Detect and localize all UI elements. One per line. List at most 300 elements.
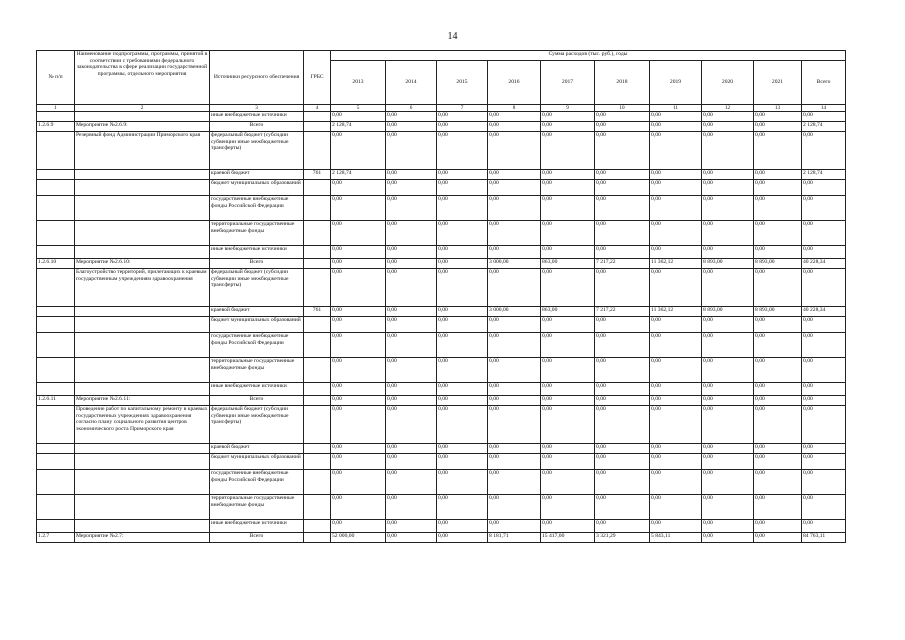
row-value: 0,00 — [702, 112, 754, 122]
row-value: 0,00 — [331, 396, 386, 406]
row-number — [37, 358, 75, 383]
header-year: 2017 — [541, 61, 595, 105]
row-value: 0,00 — [650, 396, 702, 406]
row-source: иные внебюджетные источники — [210, 520, 304, 533]
row-number — [37, 317, 75, 333]
page-number: 14 — [447, 31, 458, 42]
row-value: 0,00 — [754, 221, 802, 246]
row-value: 0,00 — [488, 180, 541, 196]
row-value: 0,00 — [541, 383, 595, 396]
row-value: 0,00 — [437, 444, 488, 454]
row-value: 0,00 — [386, 444, 437, 454]
table-row — [37, 317, 846, 333]
header-col-name: Наименование подпрограммы, программы, принятой в соответствии с требованиями федерального законодательства в сфере реализации государственной программы, отдельного мероприятия — [75, 51, 210, 105]
row-value: 0,00 — [541, 180, 595, 196]
row-value: 0,00 — [541, 221, 595, 246]
expense-table — [36, 50, 846, 543]
row-value: 0,00 — [802, 495, 846, 520]
row-value: 0,00 — [595, 470, 650, 495]
row-value: 8 893,00 — [754, 307, 802, 317]
row-name — [75, 454, 210, 470]
row-value: 0,00 — [802, 333, 846, 358]
row-value: 0,00 — [702, 246, 754, 259]
row-value: 0,00 — [802, 269, 846, 307]
row-value: 0,00 — [650, 132, 702, 170]
row-value: 0,00 — [386, 406, 437, 444]
row-value: 0,00 — [541, 196, 595, 221]
row-value: 0,00 — [541, 170, 595, 180]
row-value: 0,00 — [702, 132, 754, 170]
row-value: 0,00 — [331, 444, 386, 454]
row-value: 0,00 — [488, 196, 541, 221]
row-value: 0,00 — [650, 112, 702, 122]
row-value: 0,00 — [437, 269, 488, 307]
row-value: 863,00 — [541, 307, 595, 317]
row-number — [37, 470, 75, 495]
row-value: 0,00 — [702, 196, 754, 221]
row-name — [75, 358, 210, 383]
row-value: 52 000,00 — [331, 533, 386, 543]
row-value: 0,00 — [754, 406, 802, 444]
row-name: Мероприятие №2.6.10: — [75, 259, 210, 269]
row-value: 0,00 — [488, 520, 541, 533]
row-value: 0,00 — [595, 454, 650, 470]
column-number: 6 — [386, 105, 437, 112]
row-source: Всего — [210, 122, 304, 132]
row-value: 7 217,22 — [595, 259, 650, 269]
row-number — [37, 454, 75, 470]
row-number: 1.2.6.11 — [37, 396, 75, 406]
row-value: 0,00 — [437, 520, 488, 533]
row-source: государственные внебюджетные фонды Российской Федерации — [210, 470, 304, 495]
row-name — [75, 221, 210, 246]
row-name — [75, 246, 210, 259]
row-value: 0,00 — [802, 180, 846, 196]
row-value: 0,00 — [331, 259, 386, 269]
row-value: 0,00 — [488, 170, 541, 180]
row-value: 0,00 — [437, 170, 488, 180]
row-grbs — [304, 406, 331, 444]
row-source: Всего — [210, 396, 304, 406]
row-number — [37, 383, 75, 396]
row-grbs — [304, 132, 331, 170]
row-value: 2 128,74 — [331, 170, 386, 180]
row-value: 8 181,71 — [488, 533, 541, 543]
row-number: 1.2.6.10 — [37, 259, 75, 269]
row-value: 0,00 — [386, 383, 437, 396]
row-number — [37, 180, 75, 196]
row-value: 0,00 — [488, 132, 541, 170]
column-number: 11 — [650, 105, 702, 112]
row-value: 0,00 — [802, 470, 846, 495]
row-name — [75, 170, 210, 180]
table-row — [37, 307, 846, 317]
row-value: 0,00 — [802, 383, 846, 396]
table-row — [37, 444, 846, 454]
row-value: 0,00 — [754, 333, 802, 358]
row-value: 0,00 — [802, 396, 846, 406]
row-source: иные внебюджетные источники — [210, 383, 304, 396]
row-grbs — [304, 317, 331, 333]
row-value: 0,00 — [488, 396, 541, 406]
row-source: территориальные государственные внебюджетные фонды — [210, 358, 304, 383]
row-value: 0,00 — [386, 396, 437, 406]
row-value: 0,00 — [702, 170, 754, 180]
row-value: 0,00 — [754, 122, 802, 132]
table-row — [37, 132, 846, 170]
table-row — [37, 180, 846, 196]
row-value: 84 763,11 — [802, 533, 846, 543]
row-grbs — [304, 221, 331, 246]
row-value: 0,00 — [541, 246, 595, 259]
row-value: 0,00 — [595, 180, 650, 196]
row-value: 0,00 — [488, 383, 541, 396]
row-value: 0,00 — [754, 246, 802, 259]
table-row — [37, 396, 846, 406]
row-value: 0,00 — [754, 112, 802, 122]
row-value: 0,00 — [386, 259, 437, 269]
row-value: 0,00 — [437, 396, 488, 406]
row-grbs — [304, 454, 331, 470]
row-number — [37, 495, 75, 520]
row-value: 0,00 — [386, 269, 437, 307]
row-value: 0,00 — [754, 170, 802, 180]
row-grbs: 761 — [304, 170, 331, 180]
row-value: 2 128,74 — [331, 122, 386, 132]
row-value: 0,00 — [754, 495, 802, 520]
row-value: 0,00 — [702, 495, 754, 520]
row-grbs — [304, 396, 331, 406]
row-value: 0,00 — [802, 196, 846, 221]
row-value: 0,00 — [802, 454, 846, 470]
row-value: 0,00 — [754, 533, 802, 543]
table-row — [37, 470, 846, 495]
row-value: 0,00 — [595, 383, 650, 396]
row-value: 0,00 — [488, 470, 541, 495]
row-value: 0,00 — [386, 170, 437, 180]
row-value: 0,00 — [754, 196, 802, 221]
row-grbs — [304, 196, 331, 221]
row-value: 0,00 — [331, 333, 386, 358]
row-name — [75, 495, 210, 520]
row-name — [75, 444, 210, 454]
row-value: 0,00 — [541, 333, 595, 358]
row-value: 0,00 — [386, 307, 437, 317]
row-value: 0,00 — [754, 470, 802, 495]
row-source: краевой бюджет — [210, 307, 304, 317]
row-value: 0,00 — [331, 246, 386, 259]
row-value: 0,00 — [541, 495, 595, 520]
row-value: 0,00 — [541, 317, 595, 333]
row-number — [37, 406, 75, 444]
row-value: 8 893,00 — [754, 259, 802, 269]
row-value: 0,00 — [437, 454, 488, 470]
row-value: 0,00 — [437, 221, 488, 246]
row-value: 0,00 — [650, 221, 702, 246]
row-source: иные внебюджетные источники — [210, 112, 304, 122]
column-number: 4 — [304, 105, 331, 112]
row-number — [37, 246, 75, 259]
row-number: 1.2.6.9 — [37, 122, 75, 132]
row-number — [37, 444, 75, 454]
row-value: 0,00 — [541, 396, 595, 406]
header-year: 2019 — [650, 61, 702, 105]
row-value: 0,00 — [437, 132, 488, 170]
row-value: 0,00 — [331, 180, 386, 196]
row-value: 8 893,00 — [702, 307, 754, 317]
row-value: 0,00 — [595, 221, 650, 246]
row-value: 0,00 — [386, 520, 437, 533]
column-number: 1 — [37, 105, 75, 112]
row-value: 0,00 — [802, 132, 846, 170]
header-year: 2014 — [386, 61, 437, 105]
row-value: 0,00 — [386, 333, 437, 358]
row-grbs — [304, 333, 331, 358]
row-value: 0,00 — [386, 470, 437, 495]
header-year: 2016 — [488, 61, 541, 105]
row-value: 0,00 — [650, 180, 702, 196]
header-year: 2015 — [437, 61, 488, 105]
row-name — [75, 112, 210, 122]
row-value: 0,00 — [437, 495, 488, 520]
row-value: 0,00 — [650, 495, 702, 520]
row-source: территориальные государственные внебюджетные фонды — [210, 221, 304, 246]
row-value: 0,00 — [541, 520, 595, 533]
row-source: федеральный бюджет (субсидии субвенции иные межбюджетные трансферты) — [210, 132, 304, 170]
row-value: 0,00 — [541, 454, 595, 470]
row-value: 0,00 — [331, 132, 386, 170]
row-grbs — [304, 444, 331, 454]
row-source: бюджет муниципальных образований — [210, 454, 304, 470]
row-value: 0,00 — [595, 444, 650, 454]
column-number: 9 — [541, 105, 595, 112]
row-value: 0,00 — [437, 112, 488, 122]
row-number — [37, 221, 75, 246]
row-value: 0,00 — [650, 196, 702, 221]
row-value: 0,00 — [437, 246, 488, 259]
row-value: 0,00 — [595, 122, 650, 132]
row-value: 0,00 — [754, 520, 802, 533]
table-row — [37, 269, 846, 307]
row-name — [75, 180, 210, 196]
row-name — [75, 333, 210, 358]
row-value: 0,00 — [437, 196, 488, 221]
row-grbs — [304, 520, 331, 533]
row-value: 0,00 — [386, 358, 437, 383]
row-source: бюджет муниципальных образований — [210, 317, 304, 333]
row-value: 0,00 — [702, 533, 754, 543]
table-row — [37, 259, 846, 269]
row-value: 0,00 — [488, 269, 541, 307]
row-value: 0,00 — [802, 112, 846, 122]
row-grbs — [304, 495, 331, 520]
row-value: 0,00 — [437, 406, 488, 444]
row-value: 0,00 — [331, 112, 386, 122]
row-value: 0,00 — [488, 246, 541, 259]
row-grbs — [304, 112, 331, 122]
row-value: 0,00 — [754, 444, 802, 454]
table-row — [37, 196, 846, 221]
row-value: 0,00 — [702, 444, 754, 454]
row-value: 0,00 — [488, 454, 541, 470]
row-value: 0,00 — [488, 317, 541, 333]
row-value: 0,00 — [331, 495, 386, 520]
row-source: территориальные государственные внебюджетные фонды — [210, 495, 304, 520]
row-value: 11 362,12 — [650, 307, 702, 317]
column-number: 5 — [331, 105, 386, 112]
row-value: 0,00 — [650, 383, 702, 396]
row-value: 0,00 — [595, 112, 650, 122]
row-value: 0,00 — [437, 317, 488, 333]
row-value: 0,00 — [702, 180, 754, 196]
row-source: государственные внебюджетные фонды Российской Федерации — [210, 333, 304, 358]
row-value: 3 000,00 — [488, 259, 541, 269]
row-value: 0,00 — [595, 520, 650, 533]
row-value: 863,00 — [541, 259, 595, 269]
row-value: 0,00 — [437, 470, 488, 495]
row-value: 7 217,22 — [595, 307, 650, 317]
column-number: 3 — [210, 105, 304, 112]
row-value: 0,00 — [488, 495, 541, 520]
row-grbs: 761 — [304, 307, 331, 317]
row-value: 0,00 — [650, 269, 702, 307]
row-value: 2 128,74 — [802, 170, 846, 180]
row-value: 0,00 — [488, 221, 541, 246]
row-value: 0,00 — [386, 196, 437, 221]
row-value: 40 228,34 — [802, 307, 846, 317]
row-value: 0,00 — [650, 470, 702, 495]
row-name: Мероприятие №2.6.9: — [75, 122, 210, 132]
row-value: 0,00 — [595, 317, 650, 333]
row-value: 0,00 — [386, 246, 437, 259]
row-value: 0,00 — [386, 317, 437, 333]
row-value: 0,00 — [437, 358, 488, 383]
row-value: 0,00 — [541, 358, 595, 383]
column-number: 12 — [702, 105, 754, 112]
table-row — [37, 495, 846, 520]
table-row — [37, 454, 846, 470]
row-source: краевой бюджет — [210, 170, 304, 180]
row-source: государственные внебюджетные фонды Российской Федерации — [210, 196, 304, 221]
column-number: 13 — [754, 105, 802, 112]
table-row — [37, 358, 846, 383]
row-source: федеральный бюджет (субсидии субвенции иные межбюджетные трансферты) — [210, 406, 304, 444]
table-row — [37, 520, 846, 533]
row-value: 0,00 — [650, 454, 702, 470]
row-value: 0,00 — [702, 358, 754, 383]
row-value: 0,00 — [437, 333, 488, 358]
row-number — [37, 112, 75, 122]
row-name — [75, 317, 210, 333]
row-value: 0,00 — [386, 132, 437, 170]
row-number — [37, 132, 75, 170]
table-row — [37, 122, 846, 132]
row-value: 0,00 — [541, 444, 595, 454]
header-col-source: Источники ресурсного обеспечения — [210, 51, 304, 105]
header-year: 2018 — [595, 61, 650, 105]
row-value: 0,00 — [702, 333, 754, 358]
row-value: 0,00 — [595, 333, 650, 358]
table-body — [37, 112, 846, 543]
row-value: 0,00 — [702, 221, 754, 246]
row-value: 0,00 — [802, 444, 846, 454]
row-number: 1.2.7 — [37, 533, 75, 543]
row-number — [37, 307, 75, 317]
row-value: 0,00 — [331, 269, 386, 307]
row-value: 11 362,12 — [650, 259, 702, 269]
row-value: 0,00 — [488, 333, 541, 358]
row-value: 0,00 — [595, 406, 650, 444]
row-value: 0,00 — [437, 122, 488, 132]
row-value: 0,00 — [702, 122, 754, 132]
row-name: Благоустройство территорий, прилегающих к краевым государственным учреждениям здравоохранения — [75, 269, 210, 307]
row-value: 0,00 — [488, 406, 541, 444]
row-value: 0,00 — [754, 454, 802, 470]
row-value: 0,00 — [802, 221, 846, 246]
row-value: 0,00 — [386, 221, 437, 246]
header-year: 2020 — [702, 61, 754, 105]
table-row — [37, 246, 846, 259]
row-value: 0,00 — [702, 520, 754, 533]
row-value: 0,00 — [595, 170, 650, 180]
row-grbs — [304, 122, 331, 132]
row-grbs — [304, 383, 331, 396]
table-row — [37, 533, 846, 543]
column-number: 14 — [802, 105, 846, 112]
row-name: Мероприятие №2.7: — [75, 533, 210, 543]
row-value: 0,00 — [541, 406, 595, 444]
row-value: 0,00 — [331, 406, 386, 444]
row-value: 0,00 — [650, 246, 702, 259]
row-grbs — [304, 180, 331, 196]
header-year: Всего — [802, 61, 846, 105]
row-grbs — [304, 246, 331, 259]
row-value: 0,00 — [488, 122, 541, 132]
row-value: 0,00 — [541, 112, 595, 122]
row-value: 0,00 — [331, 307, 386, 317]
row-value: 0,00 — [595, 495, 650, 520]
row-name — [75, 520, 210, 533]
row-name: Мероприятие №2.6.11: — [75, 396, 210, 406]
row-value: 3 000,00 — [488, 307, 541, 317]
row-value: 0,00 — [541, 132, 595, 170]
header-col-num: № п/п — [37, 51, 75, 105]
row-value: 0,00 — [595, 396, 650, 406]
row-value: 0,00 — [331, 470, 386, 495]
row-grbs — [304, 470, 331, 495]
row-value: 0,00 — [595, 358, 650, 383]
table-row — [37, 112, 846, 122]
header-year: 2021 — [754, 61, 802, 105]
row-name — [75, 196, 210, 221]
column-number: 7 — [437, 105, 488, 112]
row-value: 0,00 — [437, 533, 488, 543]
row-source: федеральный бюджет (субсидии субвенции иные межбюджетные трансферты) — [210, 269, 304, 307]
row-value: 0,00 — [650, 333, 702, 358]
row-value: 3 321,29 — [595, 533, 650, 543]
row-source: бюджет муниципальных образований — [210, 180, 304, 196]
row-value: 0,00 — [386, 495, 437, 520]
row-value: 0,00 — [331, 454, 386, 470]
row-value: 0,00 — [650, 358, 702, 383]
row-value: 0,00 — [702, 406, 754, 444]
row-source: иные внебюджетные источники — [210, 246, 304, 259]
header-col-grbs: ГРБС — [304, 51, 331, 105]
row-value: 0,00 — [331, 221, 386, 246]
row-value: 2 128,74 — [802, 122, 846, 132]
row-value: 0,00 — [488, 358, 541, 383]
row-value: 0,00 — [754, 358, 802, 383]
